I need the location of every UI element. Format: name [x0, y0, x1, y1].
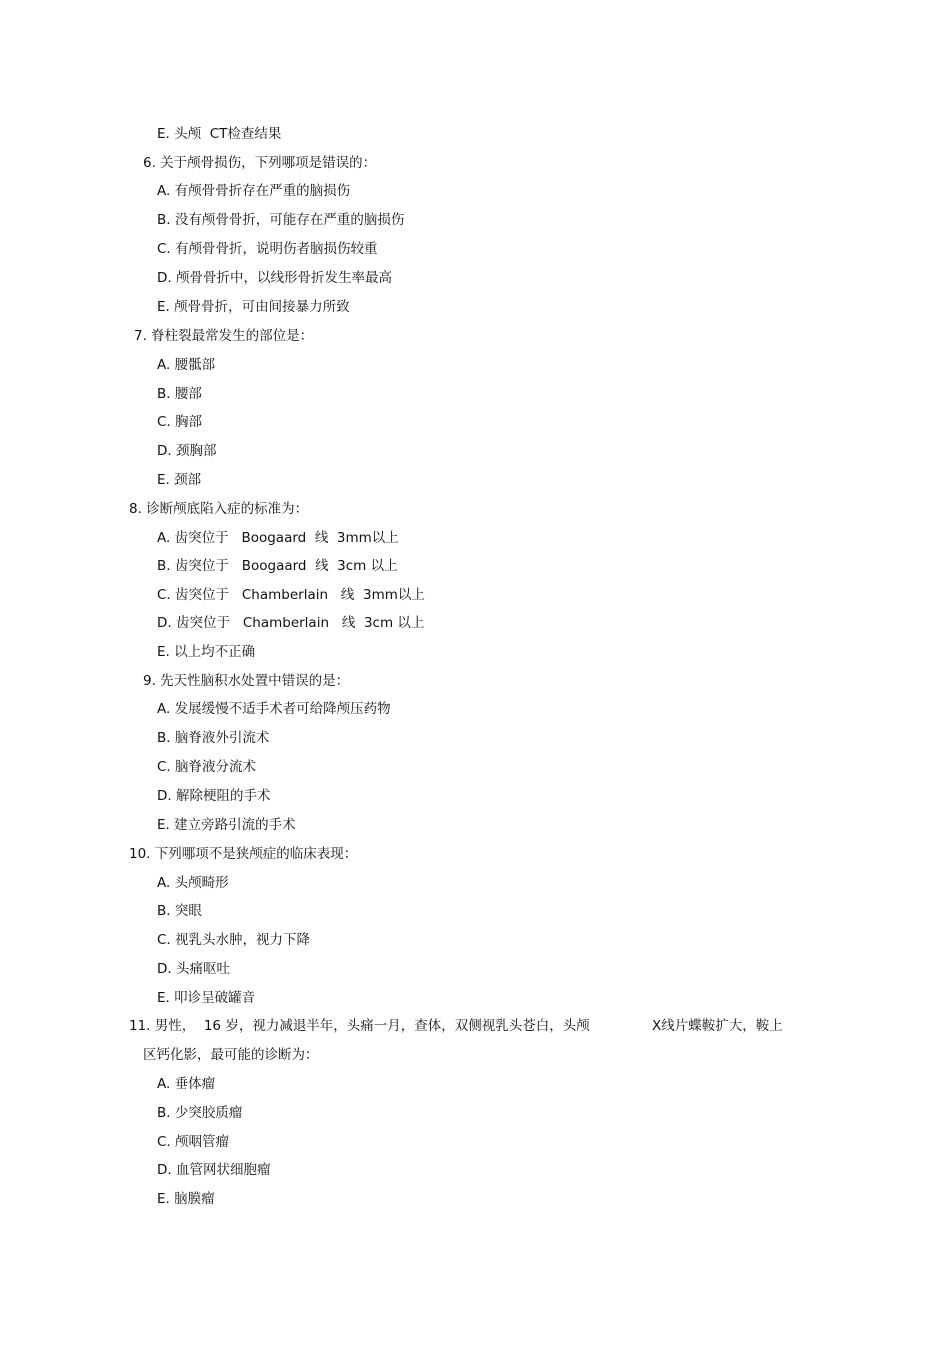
option-6-c: C. 有颅骨骨折，说明伤者脑损伤较重 — [157, 241, 378, 257]
option-6-b: B. 没有颅骨骨折，可能存在严重的脑损伤 — [157, 212, 405, 228]
question-11-part-3: 区钙化影，最可能的诊断为： — [143, 1047, 319, 1063]
option-11-c: C. 颅咽管瘤 — [157, 1134, 230, 1150]
option-8-d: D. 齿突位于 Chamberlain 线 3cm 以上 — [157, 615, 425, 631]
question-11-part-1: 11. 男性， 16 岁，视力减退半年，头痛一月，查体，双侧视乳头苍白，头颅 — [129, 1018, 590, 1034]
option-7-b: B. 腰部 — [157, 386, 202, 402]
option-9-b: B. 脑脊液外引流术 — [157, 730, 270, 746]
option-8-a: A. 齿突位于 Boogaard 线 3mm以上 — [157, 530, 399, 546]
option-8-c: C. 齿突位于 Chamberlain 线 3mm以上 — [157, 587, 425, 603]
option-5-e: E. 头颅 CT检查结果 — [157, 126, 282, 142]
question-10: 10. 下列哪项不是狭颅症的临床表现： — [129, 846, 358, 862]
option-9-e: E. 建立旁路引流的手术 — [157, 817, 296, 833]
option-10-b: B. 突眼 — [157, 903, 202, 919]
question-9: 9. 先天性脑积水处置中错误的是： — [143, 673, 350, 689]
option-11-e: E. 脑膜瘤 — [157, 1191, 215, 1207]
option-6-e: E. 颅骨骨折，可由间接暴力所致 — [157, 299, 350, 315]
option-9-a: A. 发展缓慢不适手术者可给降颅压药物 — [157, 701, 391, 717]
question-11-part-2: X线片蝶鞍扩大，鞍上 — [652, 1018, 783, 1034]
option-11-b: B. 少突胶质瘤 — [157, 1105, 243, 1121]
option-10-d: D. 头痛呕吐 — [157, 961, 230, 977]
option-10-a: A. 头颅畸形 — [157, 875, 229, 891]
question-6: 6. 关于颅骨损伤，下列哪项是错误的： — [143, 155, 377, 171]
option-8-e: E. 以上均不正确 — [157, 644, 256, 660]
option-9-d: D. 解除梗阻的手术 — [157, 788, 271, 804]
option-10-c: C. 视乳头水肿，视力下降 — [157, 932, 311, 948]
option-7-a: A. 腰骶部 — [157, 357, 216, 373]
option-7-c: C. 胸部 — [157, 414, 203, 430]
option-8-b: B. 齿突位于 Boogaard 线 3cm 以上 — [157, 558, 398, 574]
option-6-d: D. 颅骨骨折中，以线形骨折发生率最高 — [157, 270, 392, 286]
option-7-d: D. 颈胸部 — [157, 443, 217, 459]
question-8: 8. 诊断颅底陷入症的标准为： — [129, 501, 309, 517]
option-11-a: A. 垂体瘤 — [157, 1076, 216, 1092]
option-11-d: D. 血管网状细胞瘤 — [157, 1162, 271, 1178]
option-6-a: A. 有颅骨骨折存在严重的脑损伤 — [157, 183, 351, 199]
option-7-e: E. 颈部 — [157, 472, 202, 488]
option-10-e: E. 叩诊呈破罐音 — [157, 990, 256, 1006]
question-7: 7. 脊柱裂最常发生的部位是： — [134, 328, 314, 344]
option-9-c: C. 脑脊液分流术 — [157, 759, 257, 775]
